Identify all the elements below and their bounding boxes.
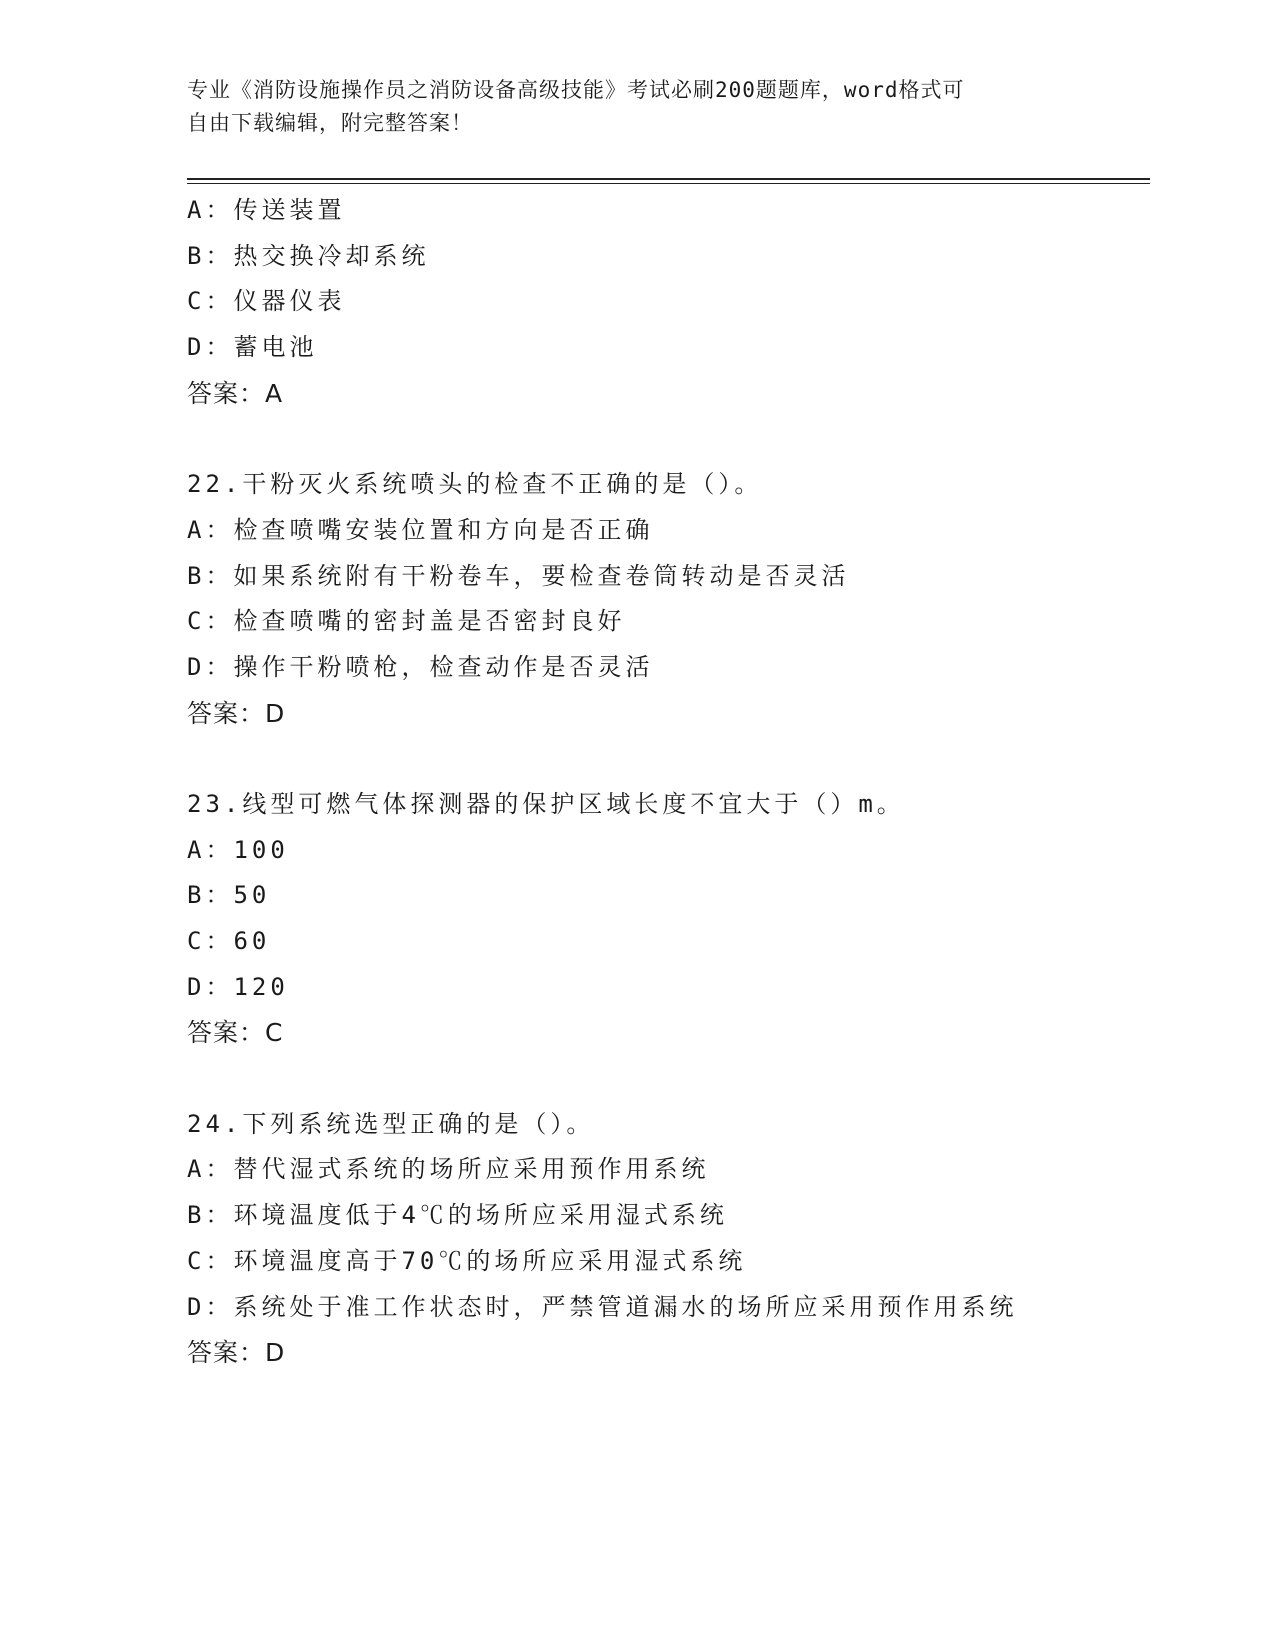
header-line-1: 专业《消防设施操作员之消防设备高级技能》考试必刷200题题库，word格式可 xyxy=(187,78,965,102)
option-d: D：系统处于准工作状态时，严禁管道漏水的场所应采用预作用系统 xyxy=(187,1292,1018,1321)
document-header xyxy=(187,74,1087,140)
option-c: C：60 xyxy=(187,927,271,955)
option-d: D：操作干粉喷枪，检查动作是否灵活 xyxy=(187,652,654,681)
option-c: C：检查喷嘴的密封盖是否密封良好 xyxy=(187,607,626,636)
answer-line: 答案：C xyxy=(187,1018,284,1048)
question-block-24 xyxy=(187,1102,1127,1376)
option-d: D：120 xyxy=(187,972,289,1001)
question-text: 24.下列系统选型正确的是（）。 xyxy=(187,1109,595,1138)
option-a: A：100 xyxy=(187,835,289,864)
spacer xyxy=(187,736,1127,782)
question-block-22 xyxy=(187,462,1127,736)
spacer xyxy=(187,1056,1127,1102)
option-d: D：蓄电池 xyxy=(187,333,318,362)
option-b: B：50 xyxy=(187,881,271,910)
option-a: A：传送装置 xyxy=(187,196,346,224)
option-b: B：热交换冷却系统 xyxy=(187,241,430,270)
question-block-23 xyxy=(187,782,1127,1056)
answer-line: 答案：D xyxy=(187,1338,286,1368)
option-a: A：检查喷嘴安装位置和方向是否正确 xyxy=(187,515,654,544)
question-block-21 xyxy=(187,188,1127,416)
spacer xyxy=(187,416,1127,462)
question-list xyxy=(187,188,1127,1376)
answer-line: 答案：A xyxy=(187,378,284,408)
answer-line: 答案：D xyxy=(187,698,286,728)
question-text: 23.线型可燃气体探测器的保护区域长度不宜大于（）m。 xyxy=(187,789,905,818)
option-c: C：环境温度高于70℃的场所应采用湿式系统 xyxy=(187,1246,747,1275)
option-b: B：环境温度低于4℃的场所应采用湿式系统 xyxy=(187,1201,728,1230)
option-a: A：替代湿式系统的场所应采用预作用系统 xyxy=(187,1155,710,1184)
option-b: B：如果系统附有干粉卷车，要检查卷筒转动是否灵活 xyxy=(187,561,850,590)
header-divider-thick xyxy=(187,178,1150,180)
header-line-2: 自由下载编辑，附完整答案！ xyxy=(187,111,473,135)
option-c: C：仪器仪表 xyxy=(187,287,346,316)
header-divider-thin xyxy=(187,183,1150,184)
question-text: 22.干粉灭火系统喷头的检查不正确的是（）。 xyxy=(187,470,763,499)
